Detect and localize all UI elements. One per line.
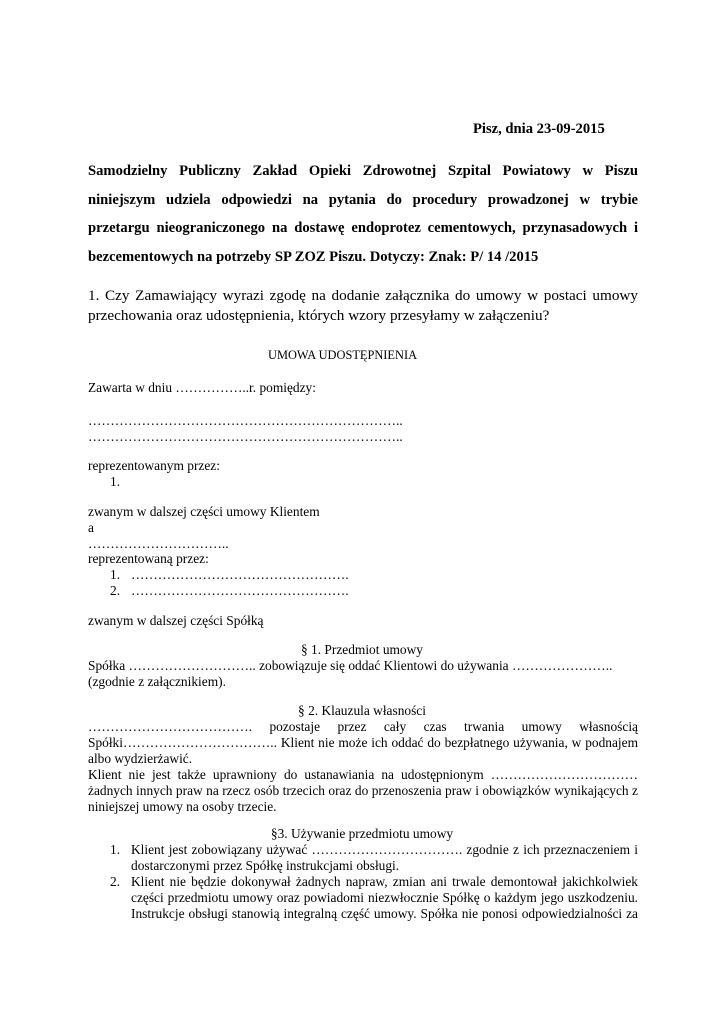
section-3-item-number: 2. [110, 874, 121, 889]
section-2-line: żadnych innych praw na rzecz osób trzecich oraz do przenoszenia praw i obowiązków wynikających z [88, 783, 638, 798]
party-line: …………………………………………………………….. [88, 413, 403, 428]
section-3-item-line: Instrukcje obsługi stanowią integralną część umowy. Spółka nie ponosi odpowiedzialności za [131, 906, 638, 921]
and-text: a [88, 520, 94, 535]
client-rep-item-number: 1. [110, 474, 121, 489]
section-3-item-line: części przedmiotu umowy oraz powiadomi niezwłocznie Spółkę o każdym jego uszkodzeniu. [131, 890, 638, 905]
party-line: …………………………………………………………….. [88, 429, 403, 444]
section-2-title: § 2. Klauzula własności [298, 703, 426, 718]
intro-line: przetargu nieograniczonego na dostawę endoprotez cementowych, przynasadowych i [88, 220, 638, 237]
represented-by-label: reprezentowanym przez: [88, 458, 220, 473]
section-2-line: albo wydzierżawić. [88, 751, 193, 766]
represented-by-label-f: reprezentowaną przez: [88, 551, 209, 566]
question-paragraph [88, 286, 638, 326]
section-1-title: § 1. Przedmiot umowy [301, 642, 423, 657]
section-3-item-line: dostarczonymi przez Spółkę instrukcjami obsługi. [131, 858, 400, 873]
section-3-item [131, 874, 638, 922]
company-rep-number: 2. [110, 583, 121, 598]
company-rep-number: 1. [110, 567, 121, 582]
section-3-title: §3. Używanie przedmiotu umowy [270, 826, 454, 841]
document-date: Pisz, dnia 23-09-2015 [473, 121, 605, 137]
section-3-item-line: Klient jest zobowiązany używać ……………………………. zgodnie z ich przeznaczeniem i [131, 842, 638, 857]
called-company: zwanym w dalszej części Spółką [88, 613, 264, 628]
intro-line: Samodzielny Publiczny Zakład Opieki Zdrowotnej Szpital Powiatowy w Piszu [88, 163, 638, 179]
intro-line: bezcementowych na potrzeby SP ZOZ Piszu. Dotyczy: Znak: P/ 14 /2015 [88, 248, 539, 265]
intro-line: niniejszym udziela odpowiedzi na pytania do procedury prowadzonej w trybie [88, 191, 638, 208]
intro-paragraph [88, 157, 638, 271]
section-2-line: ………………………………. pozostaje przez cały czas trwania umowy własnością [88, 719, 638, 734]
contract-title: UMOWA UDOSTĘPNIENIA [268, 348, 418, 362]
company-rep-line: …………………………………………. [131, 567, 349, 582]
section-3-item-number: 1. [110, 842, 121, 857]
called-client: zwanym w dalszej części umowy Klientem [88, 504, 320, 519]
question-line: 1. Czy Zamawiający wyrazi zgodę na dodanie załącznika do umowy w postaci umowy [88, 287, 638, 304]
section-2-body [88, 719, 638, 815]
company-line: ………………………….. [88, 536, 229, 551]
question-line: przechowania oraz udostępnienia, których wzory przesyłamy w załączeniu? [88, 307, 550, 324]
section-3-item [131, 842, 638, 874]
section-2-line: Klient nie jest także uprawniony do ustanawiania na udostępnionym …………………………… [88, 767, 638, 782]
section-3-item-line: Klient nie będzie dokonywał żadnych napraw, zmian ani trwale demontował jakichkolwiek [131, 874, 638, 889]
company-rep-line: …………………………………………. [131, 583, 349, 598]
section-2-line: Spółki…………………………….. Klient nie może ich oddać do bezpłatnego używania, w podnajem [88, 735, 638, 750]
section-2-line: niniejszej umowy na osoby trzecie. [88, 799, 277, 814]
section-1-line: (zgodnie z załącznikiem). [88, 674, 226, 689]
section-1-line: Spółka ……………………….. zobowiązuje się oddać Klientowi do używania ………………….. [88, 658, 613, 673]
contract-concluded: Zawarta w dniu ……………..r. pomiędzy: [88, 380, 316, 395]
